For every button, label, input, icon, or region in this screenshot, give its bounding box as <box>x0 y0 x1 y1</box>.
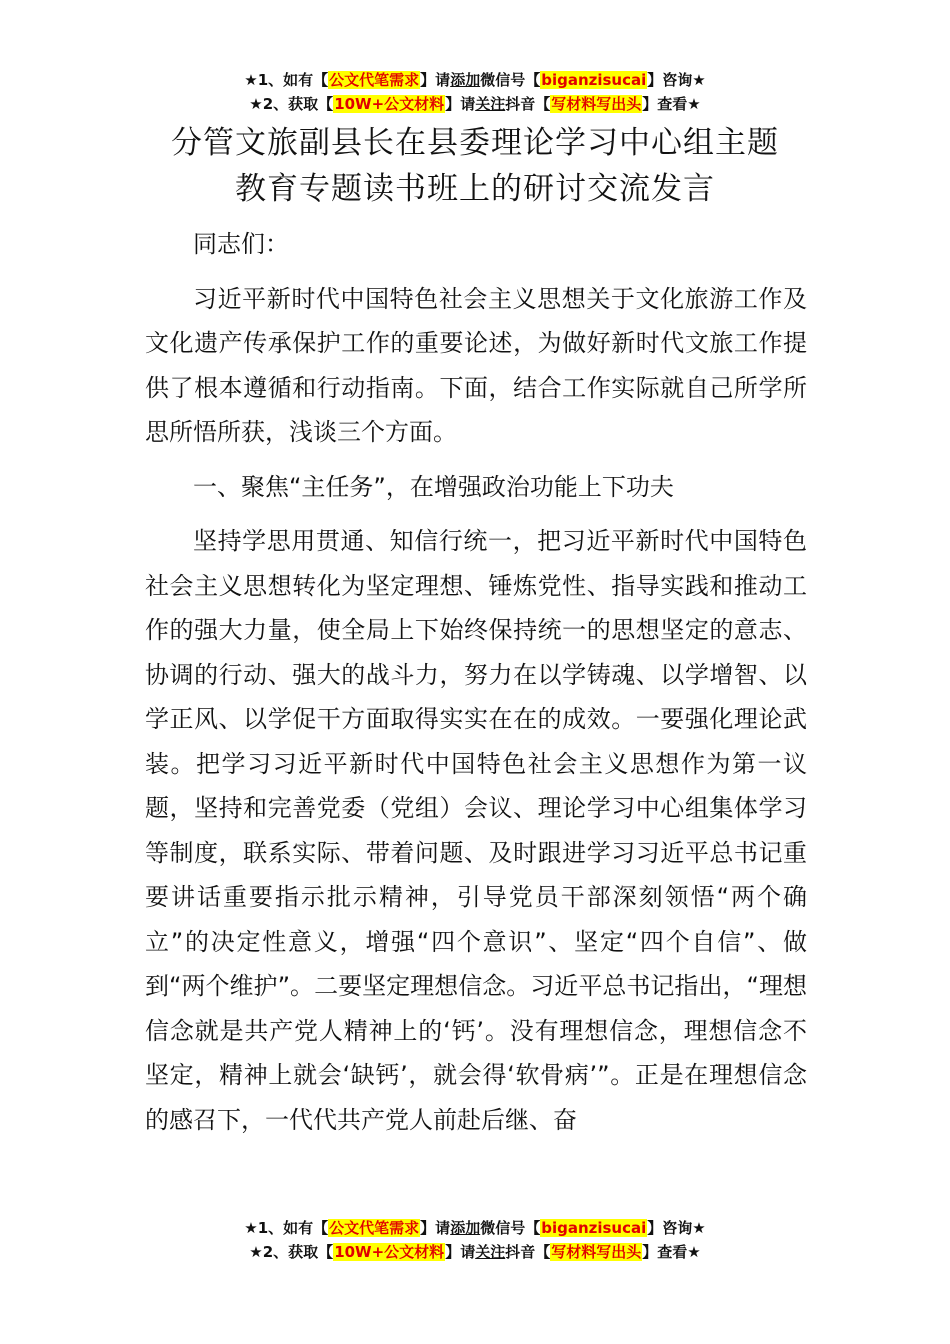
promo-highlight: 10W+公文材料 <box>334 1243 445 1261</box>
promo-highlight: biganzisucai <box>541 71 647 89</box>
promo-line-1: ★1、如有【公文代笔需求】请添加微信号【biganzisucai】咨询★ <box>244 71 706 89</box>
bottom-promo-banner <box>0 1216 950 1264</box>
paragraph-intro: 习近平新时代中国特色社会主义思想关于文化旅游工作及文化遗产传承保护工作的重要论述，为做好新时代文旅工作提供了根本遵循和行动指南。下面，结合工作实际就自己所学所思所悟所获，浅谈三个方面。 <box>145 284 807 446</box>
document-title <box>0 120 950 212</box>
document-body <box>145 222 807 1142</box>
promo-highlight: 写材料写出头 <box>551 1243 642 1261</box>
paragraph-section-1: 坚持学思用贯通、知信行统一，把习近平新时代中国特色社会主义思想转化为坚定理想、锤炼党性、指导实践和推动工作的强大力量，使全局上下始终保持统一的思想坚定的意志、协调的行动、强大的战斗力，努力在以学铸魂、以学增智、以学正风、以学促干方面取得实实在在的成效。一要强化理论武装。把学习习近平新时代中国特色社会主义思想作为第一议题，坚持和完善党委（党组）会议、理论学习中心组集体学习等制度，联系实际、带着问题、及时跟进学习习近平总书记重要讲话重要指示批示精神，引导党员干部深刻领悟“两个确立”的决定性意义，增强“四个意识”、坚定“四个自信”、做到“两个维护”。二要坚定理想信念。习近平总书记指出，“理想信念就是共产党人精神上的‘钙’。没有理想信念，理想信念不坚定，精神上就会‘缺钙’，就会得‘软骨病’”。正是在理想信念的感召下，一代代共产党人前赴后继、奋 <box>145 527 807 1134</box>
promo-highlight: 10W+公文材料 <box>334 95 445 113</box>
salutation: 同志们： <box>193 230 289 258</box>
title-line-2: 教育专题读书班上的研讨交流发言 <box>235 171 715 207</box>
section-heading-1: 一、聚焦“主任务”，在增强政治功能上下功夫 <box>193 472 674 501</box>
top-promo-banner <box>0 68 950 116</box>
promo-highlight: 公文代笔需求 <box>329 71 420 89</box>
promo-highlight: biganzisucai <box>541 1219 647 1237</box>
promo-line-2: ★2、获取【10W+公文材料】请关注抖音【写材料写出头】查看★ <box>249 1243 701 1261</box>
promo-line-2: ★2、获取【10W+公文材料】请关注抖音【写材料写出头】查看★ <box>249 95 701 113</box>
title-line-1: 分管文旅副县长在县委理论学习中心组主题 <box>171 125 779 161</box>
promo-highlight: 公文代笔需求 <box>329 1219 420 1237</box>
promo-highlight: 写材料写出头 <box>551 95 642 113</box>
promo-line-1: ★1、如有【公文代笔需求】请添加微信号【biganzisucai】咨询★ <box>244 1219 706 1237</box>
